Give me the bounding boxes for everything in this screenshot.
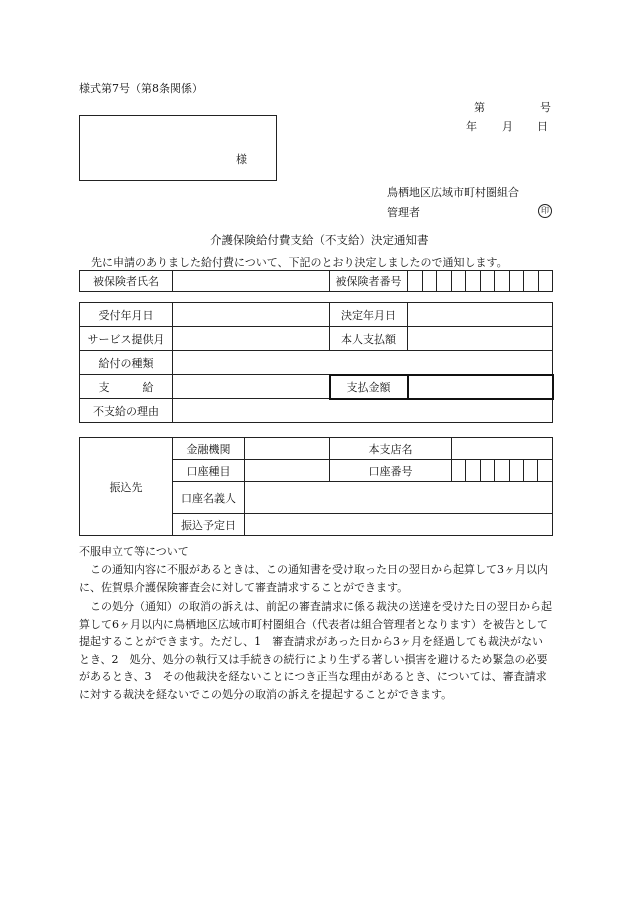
date-day: 日 [537,120,548,133]
received-date-label: 受付年月日 [80,303,173,327]
decision-date-label: 決定年月日 [330,303,408,327]
account-number-digit[interactable] [452,460,466,482]
account-holder-label: 口座名義人 [173,482,245,514]
issuer-organization: 鳥栖地区広域市町村圏組合 [387,186,519,199]
document-title: 介護保険給付費支給（不支給）決定通知書 [210,233,429,247]
service-month-label: サービス提供月 [80,327,173,351]
insured-number-label: 被保険者番号 [330,271,408,292]
account-type-label: 口座種目 [173,460,245,482]
received-date-field[interactable] [173,303,330,327]
decision-date-field[interactable] [408,303,553,327]
insured-number-digit[interactable] [538,271,553,292]
issuer-title: 管理者 [387,206,420,219]
number-label-suffix: 号 [540,101,551,114]
account-number-digit[interactable] [538,460,552,482]
self-payment-field[interactable] [408,327,553,351]
insured-number-digit[interactable] [422,271,437,292]
transfer-date-label: 振込予定日 [173,514,245,536]
insured-number-digit[interactable] [466,271,481,292]
payment-label: 支 給 [80,375,173,399]
insured-number-digit[interactable] [408,271,423,292]
nonpayment-reason-label: 不支給の理由 [80,399,173,423]
benefit-type-label: 給付の種類 [80,351,173,375]
branch-field[interactable] [452,438,553,460]
branch-label: 本支店名 [330,438,452,460]
appeal-heading: 不服申立て等について [79,545,189,558]
transfer-to-label: 振込先 [80,438,173,536]
account-number-digit[interactable] [509,460,523,482]
date-year: 年 [466,120,477,133]
insured-number-digit[interactable] [451,271,466,292]
decision-table [79,302,554,423]
insured-table [79,270,553,292]
payment-amount-field[interactable] [408,375,553,399]
insured-number-digit[interactable] [480,271,495,292]
seal-icon: 印 [538,203,552,218]
account-number-digit[interactable] [466,460,480,482]
appeal-paragraph-1: この通知内容に不服があるときは、この通知書を受け取った日の翌日から起算して3ヶ月以内に、佐賀県介護保険審査会に対して審査請求することができます。 [79,563,548,594]
nonpayment-reason-field[interactable] [173,399,553,423]
insured-name-field[interactable] [173,271,330,292]
transfer-date-field[interactable] [245,514,553,536]
service-month-field[interactable] [173,327,330,351]
payment-field[interactable] [173,375,330,399]
account-number-digit[interactable] [480,460,494,482]
date-month: 月 [502,120,513,133]
form-number: 様式第7号（第8条関係） [79,82,203,95]
benefit-type-field[interactable] [173,351,553,375]
addressee-box[interactable] [79,115,277,181]
account-number-digit[interactable] [495,460,509,482]
insured-number-digit[interactable] [509,271,524,292]
insured-number-digit[interactable] [437,271,452,292]
intro-text: 先に申請のありました給付費について、下記のとおり決定しましたので通知します。 [91,256,508,269]
account-number-digit[interactable] [523,460,537,482]
insured-name-label: 被保険者氏名 [80,271,173,292]
insured-number-digit[interactable] [495,271,510,292]
bank-field[interactable] [245,438,330,460]
number-label-prefix: 第 [474,101,485,114]
appeal-paragraph-2: この処分（通知）の取消の訴えは、前記の審査請求に係る裁決の送達を受けた日の翌日から起算して6ヶ月以内に鳥栖地区広域市町村圏組合（代表者は組合管理者となります）を被告として提起することができます。ただし、1 審査請求があった日から3ヶ月を経過しても裁決がないとき、2 処分、処分の執行又は手続きの続行により生ずる著しい損害を避けるため緊急の必要があるとき、3 その他裁決を経ないことにつき正当な理由があるとき、については、審査請求に対する裁決を経ないでこの処分の取消の訴えを提起することができます。 [79,600,552,701]
account-holder-field[interactable] [245,482,553,514]
transfer-table [79,437,553,536]
self-payment-label: 本人支払額 [330,327,408,351]
bank-label: 金融機関 [173,438,245,460]
payment-amount-label: 支払金額 [330,375,408,399]
addressee-suffix: 様 [236,153,247,166]
account-type-field[interactable] [245,460,330,482]
insured-number-digit[interactable] [524,271,539,292]
account-number-label: 口座番号 [330,460,452,482]
